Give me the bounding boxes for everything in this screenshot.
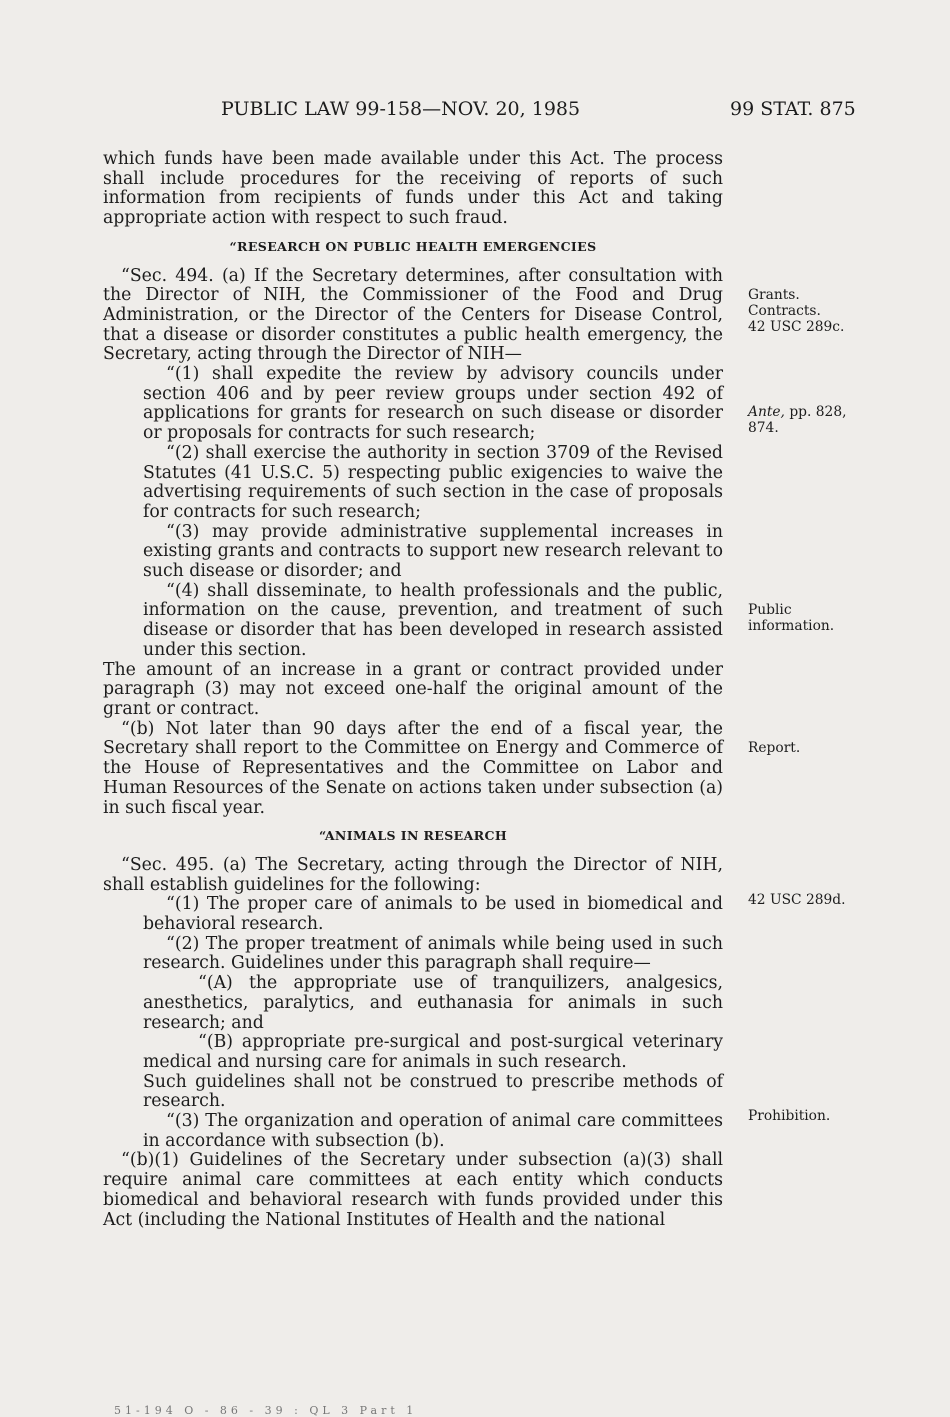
paragraph-fraud-continuation: which funds have been made available under this Act. The process shall include procedures for the receiving of reports of such information from recipients of funds under this Act and taking appropriate action with respect to such fraud. [103,149,723,229]
margin-note-prohibition: Prohibition. [748,1108,831,1124]
header-statute-page: 99 STAT. 875 [730,98,856,120]
paragraph-increase-limit: The amount of an increase in a grant or contract provided under paragraph (3) may not exceed one-half the original amount of the grant or contract. [103,659,723,719]
paragraph-494-b: “(b) Not later than 90 days after the end of a fiscal year, the Secretary shall report to the Committee on Energy and Commerce of the House of Representatives and the Committee on Labor and Human Resources of the Senate on actions taken under subsection (a) in such fiscal year. [103,718,723,818]
paragraph-495-a-1: “(1) The proper care of animals to be used in biomedical and behavioral research. [143,894,723,935]
section-494-text: 494. (a) If the Secretary determines, after consultation with the Director of NIH, the Commissioner of the Food and Drug Administration, or the Director of the Centers for Disease Control, that a disease or disorder constitutes a public health emergency, the Secretary, acting through the Director of NIH— [103,265,723,365]
margin-note-report: Report. [748,740,801,756]
margin-note-usc-289c: 42 USC 289c. [748,319,845,335]
paragraph-495-a-2-A: “(A) the appropriate use of tranquilizers, analgesics, anesthetics, paralytics, and euthanasia for animals in such research; and [143,973,723,1033]
heading-animals-in-research: “ANIMALS IN RESEARCH [318,828,508,844]
main-text-column [103,150,723,1230]
margin-note-grants-contracts [748,287,898,335]
margin-note-ante-italic: Ante, [748,404,785,420]
margin-note-usc-289d: 42 USC 289d. [748,892,846,908]
section-495-text: 495. (a) The Secretary, acting through the Director of NIH, shall establish guidelines for the following: [103,854,723,895]
paragraph-494-a-1: “(1) shall expedite the review by advisory councils under section 406 and by peer review groups under section 492 of applications for grants for research on such disease or disorder or proposals for contracts for such research; [143,364,723,444]
paragraph-495-a-3: “(3) The organization and operation of animal care committees in accordance with subsection (b). [143,1111,723,1151]
section-495-label: “Sec. [121,854,168,875]
heading-public-health-emergencies: “RESEARCH ON PUBLIC HEALTH EMERGENCIES [229,238,597,254]
margin-note-contracts: Contracts. [748,303,821,319]
paragraph-494-a-4: “(4) shall disseminate, to health professionals and the public, information on the cause, prevention, and treatment of such disease or disorder that has been developed in research assisted under this section. [143,580,723,660]
section-495-intro [103,856,723,895]
margin-note-public-information: Public information. [748,602,835,634]
paragraph-495-a-2-continuation: Such guidelines shall not be construed to prescribe methods of research. [143,1071,723,1112]
page-footer-printer-line: 51-194 O - 86 - 39 : QL 3 Part 1 [114,1404,418,1417]
paragraph-494-a-3: “(3) may provide administrative supplemental increases in existing grants and contracts to support new research relevant to such disease or disorder; and [143,521,723,582]
paragraph-495-a-2-B: “(B) appropriate pre-surgical and post-surgical veterinary medical and nursing care for animals in such research. [143,1032,723,1072]
margin-note-ante [748,404,858,436]
margin-note-grants: Grants. [748,287,800,303]
paragraph-494-a-2: “(2) shall exercise the authority in section 3709 of the Revised Statutes (41 U.S.C. 5) respecting public exigencies to waive the advertising requirements of such section in the case of proposals for contracts for such research; [143,442,723,522]
paragraph-495-a-2: “(2) The proper treatment of animals while being used in such research. Guidelines under this paragraph shall require— [143,933,723,974]
section-494-label: “Sec. [121,265,168,286]
margin-note-ante-pages: pp. 828, 874. [748,404,847,436]
paragraph-495-b-1: “(b)(1) Guidelines of the Secretary under subsection (a)(3) shall require animal care committees at each entity which conducts biomedical and behavioral research with funds provided under this Act (including the National Institutes of Health and the national [103,1150,723,1230]
section-494-intro [103,267,723,366]
running-header [0,98,950,128]
header-law-citation: PUBLIC LAW 99-158—NOV. 20, 1985 [221,98,581,120]
